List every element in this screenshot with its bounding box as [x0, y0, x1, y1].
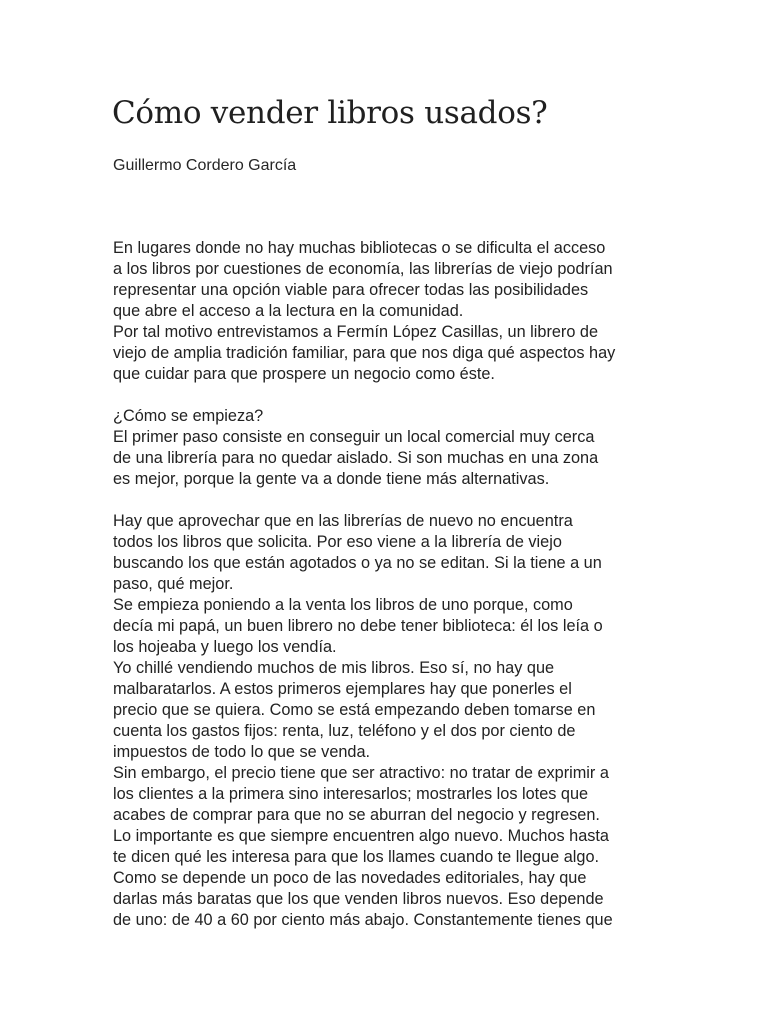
body-text-line: darlas más baratas que los que venden libros nuevos. Eso depende [113, 890, 604, 908]
body-text-line: que abre el acceso a la lectura en la comunidad. [113, 302, 464, 320]
body-text-line: buscando los que están agotados o ya no se editan. Si la tiene a un [113, 554, 602, 572]
body-text-line: es mejor, porque la gente va a donde tiene más alternativas. [113, 470, 550, 488]
body-text-line: Hay que aprovechar que en las librerías de nuevo no encuentra [113, 512, 573, 530]
body-text-line: los clientes a la primera sino interesarlos; mostrarles los lotes que [113, 785, 589, 803]
body-text-line: En lugares donde no hay muchas bibliotecas o se dificulta el acceso [113, 239, 606, 257]
document-author: Guillermo Cordero García [113, 157, 297, 174]
body-text-line: Como se depende un poco de las novedades editoriales, hay que [113, 869, 587, 887]
body-text-line: paso, qué mejor. [113, 575, 234, 593]
body-text-line: los hojeaba y luego los vendía. [113, 638, 337, 656]
paragraph-gap [113, 385, 673, 406]
body-text-line: Lo importante es que siempre encuentren algo nuevo. Muchos hasta [113, 827, 609, 845]
paragraph-gap [113, 490, 673, 511]
body-text-line: todos los libros que solicita. Por eso viene a la librería de viejo [113, 533, 562, 551]
body-text-line: de uno: de 40 a 60 por ciento más abajo. Constantemente tienes que [113, 911, 613, 929]
body-text-line: Por tal motivo entrevistamos a Fermín López Casillas, un librero de [113, 323, 599, 341]
document-body [113, 238, 673, 931]
body-text-line: viejo de amplia tradición familiar, para que nos diga qué aspectos hay [113, 344, 616, 362]
body-text-line: malbaratarlos. A estos primeros ejemplares hay que ponerles el [113, 680, 572, 698]
body-text-line: ¿Cómo se empieza? [113, 407, 264, 425]
body-text-line: impuestos de todo lo que se venda. [113, 743, 371, 761]
body-text-line: Se empieza poniendo a la venta los libros de uno porque, como [113, 596, 573, 614]
body-text-line: de una librería para no quedar aislado. Si son muchas en una zona [113, 449, 599, 467]
body-text-line: te dicen qué les interesa para que los llames cuando te llegue algo. [113, 848, 600, 866]
body-text-line: que cuidar para que prospere un negocio como éste. [113, 365, 495, 383]
body-text-line: decía mi papá, un buen librero no debe tener biblioteca: él los leía o [113, 617, 603, 635]
body-text-line: El primer paso consiste en conseguir un local comercial muy cerca [113, 428, 595, 446]
body-text-line: acabes de comprar para que no se aburran del negocio y regresen. [113, 806, 600, 824]
body-text-line: representar una opción viable para ofrecer todas las posibilidades [113, 281, 589, 299]
body-text-line: Sin embargo, el precio tiene que ser atractivo: no tratar de exprimir a [113, 764, 609, 782]
body-text-line: a los libros por cuestiones de economía, las librerías de viejo podrían [113, 260, 613, 278]
body-text-line: cuenta los gastos fijos: renta, luz, teléfono y el dos por ciento de [113, 722, 576, 740]
body-text-line: precio que se quiera. Como se está empezando deben tomarse en [113, 701, 596, 719]
document-title: Cómo vender libros usados? [112, 95, 548, 131]
body-text-line: Yo chillé vendiendo muchos de mis libros. Eso sí, no hay que [113, 659, 555, 677]
